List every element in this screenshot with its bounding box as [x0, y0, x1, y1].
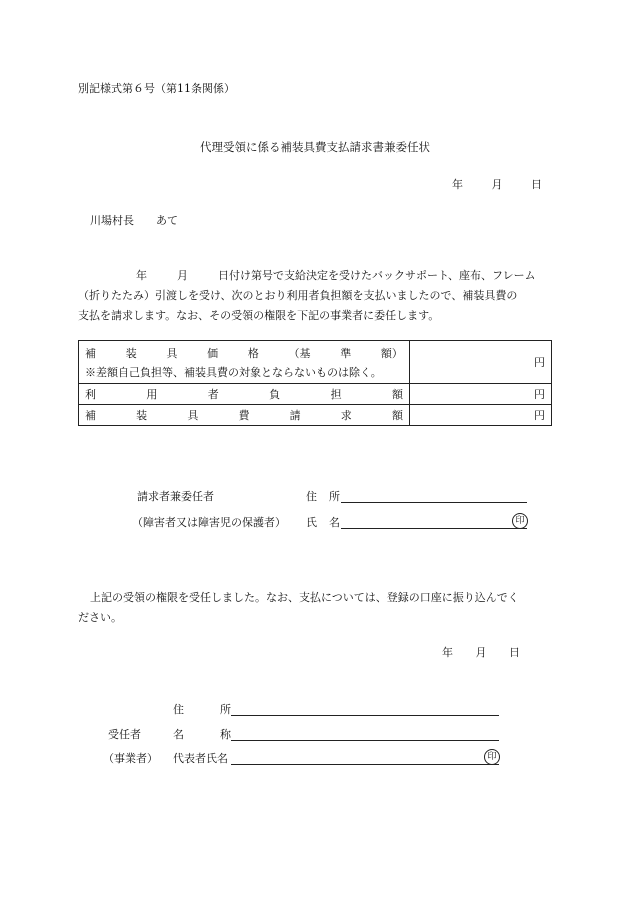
- document-title: 代理受領に係る補装具費支払請求書兼委任状: [200, 140, 430, 154]
- acceptance-line-1: 上記の受領の権限を受任しました。なお、支払については、登録の口座に振り込んでく: [90, 591, 519, 604]
- date-month-label: 月: [475, 646, 487, 659]
- base-price-note: ※差額自己負担等、補装具費の対象とならないものは除く。: [85, 365, 382, 379]
- contractor-address-label: 住 所: [173, 703, 231, 716]
- date-day-label: 日: [531, 178, 542, 191]
- yen-unit: 円: [534, 409, 545, 422]
- table-row-base-price: [79, 341, 552, 384]
- date-line-top: [452, 176, 542, 192]
- request-month: 月: [177, 269, 188, 282]
- yen-unit: 円: [534, 388, 545, 401]
- user-burden-label: 利 用 者 負 担 額: [85, 388, 403, 401]
- requester-name-field[interactable]: [341, 528, 527, 529]
- requester-role-note: （障害者又は障害児の保護者）: [132, 516, 286, 529]
- date-month-label: 月: [491, 178, 503, 191]
- addressee-name: 川場村長: [90, 214, 134, 227]
- addressee: [90, 212, 178, 228]
- contractor-role: 受任者: [108, 728, 141, 741]
- request-year: 年: [136, 269, 147, 282]
- claim-amount-label-cell: [79, 405, 410, 426]
- date-day-label: 日: [509, 646, 520, 659]
- requester-seal-mark: 印: [512, 513, 528, 529]
- base-price-label-cell: [79, 341, 410, 384]
- table-row-claim-amount: [79, 405, 552, 426]
- request-line-3: 支払を請求します。なお、その受領の権限を下記の事業者に委任します。: [78, 309, 440, 322]
- contractor-title-label: 名 称: [173, 728, 231, 741]
- claim-amount-value-cell[interactable]: [410, 405, 552, 426]
- acceptance-line-2: ださい。: [78, 611, 122, 624]
- date-year-label: 年: [442, 646, 453, 659]
- user-burden-value-cell[interactable]: [410, 384, 552, 405]
- amounts-table: [78, 340, 552, 426]
- request-line-2: （折りたたみ）引渡しを受け、次のとおり利用者負担額を支払いましたので、補装具費の: [78, 289, 518, 302]
- contractor-role-note: （事業者）: [103, 752, 158, 765]
- contractor-rep-label: 代表者氏名: [173, 752, 228, 765]
- requester-address-field[interactable]: [341, 502, 527, 503]
- claim-amount-label: 補 装 具 費 請 求 額: [85, 409, 403, 422]
- table-row-user-burden: [79, 384, 552, 405]
- user-burden-label-cell: [79, 384, 410, 405]
- requester-address-label: 住 所: [306, 490, 340, 503]
- yen-unit: 円: [534, 356, 545, 369]
- base-price-value-cell[interactable]: [410, 341, 552, 384]
- addressee-suffix: あて: [156, 214, 178, 227]
- requester-name-label: 氏 名: [306, 516, 340, 529]
- date-year-label: 年: [452, 178, 463, 191]
- acceptance-paragraph: [78, 588, 550, 628]
- base-price-label: 補 装 具 価 格 （基 準 額）: [85, 346, 403, 360]
- request-line-1-rest: 日付け第号で支給決定を受けたバックサポート、座布、フレーム: [218, 269, 536, 282]
- date-line-bottom: [442, 644, 520, 660]
- requester-role: 請求者兼委任者: [137, 490, 214, 503]
- contractor-rep-field[interactable]: [231, 764, 499, 765]
- form-number: 別記様式第６号（第11条関係）: [78, 82, 235, 95]
- contractor-seal-mark: 印: [484, 749, 500, 765]
- contractor-address-field[interactable]: [231, 715, 499, 716]
- request-line-1: [78, 266, 550, 286]
- request-paragraph: [78, 266, 550, 326]
- contractor-title-field[interactable]: [231, 740, 499, 741]
